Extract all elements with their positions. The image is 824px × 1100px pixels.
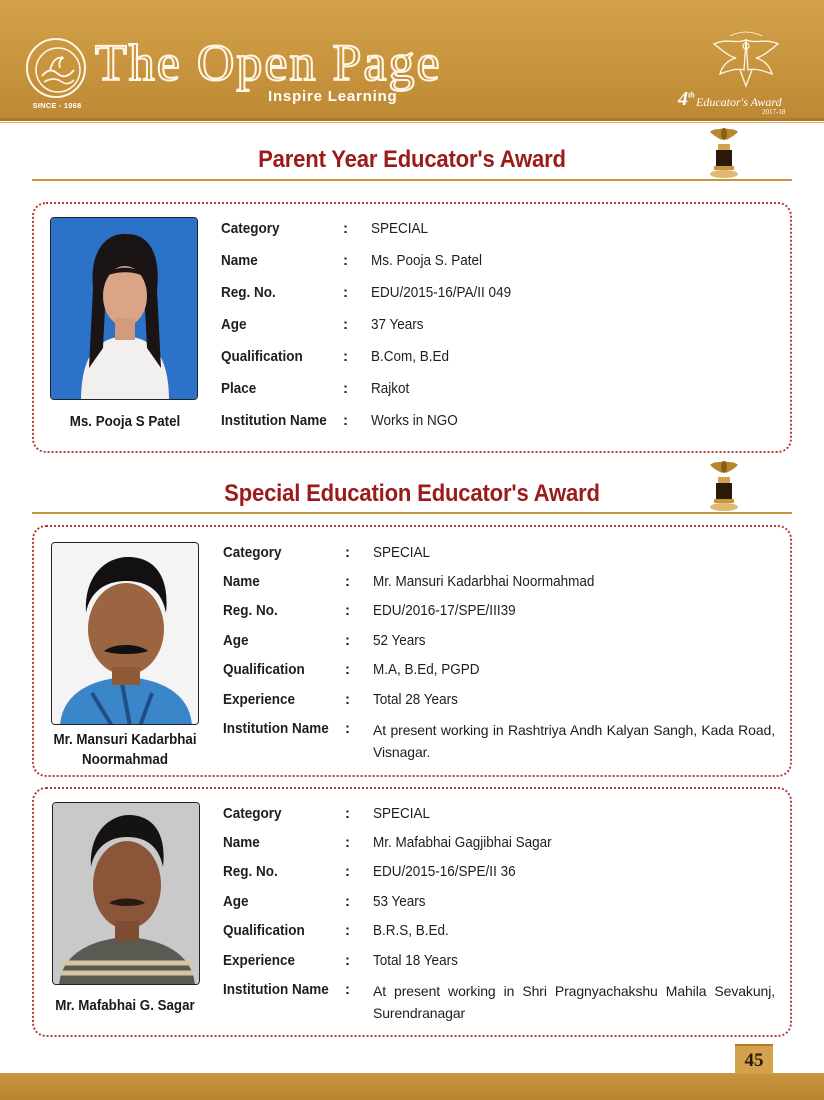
photo-caption: Mr. Mafabhai G. Sagar <box>55 998 195 1014</box>
section-divider <box>32 512 792 514</box>
avatar <box>52 802 200 985</box>
award-edition-year: 2017-18 <box>762 108 786 116</box>
avatar <box>50 217 198 400</box>
award-edition-number: 4th <box>678 88 695 110</box>
avatar <box>51 542 199 725</box>
header-divider <box>0 118 824 121</box>
section-title-parent-award: Parent Year Educator's Award <box>258 146 566 173</box>
swan-logo-icon <box>26 38 86 98</box>
page-footer <box>0 1073 824 1100</box>
header-divider-thin <box>0 122 824 123</box>
section-divider <box>32 179 792 181</box>
eagle-trophy-icon <box>704 457 744 513</box>
photo-caption-line: Mr. Mansuri Kadarbhai <box>53 732 197 748</box>
page-number: 45 <box>735 1044 773 1074</box>
photo-caption: Ms. Pooja S Patel <box>69 414 181 430</box>
brand-title: The Open Page <box>95 35 442 92</box>
eagle-trophy-icon <box>704 124 744 180</box>
eagle-emblem-icon <box>706 30 786 92</box>
since-label: SINCE - 1968 <box>32 101 82 110</box>
brand-tagline: Inspire Learning <box>268 88 398 105</box>
section-title-special-education-award: Special Education Educator's Award <box>224 480 600 507</box>
photo-caption-line: Noormahmad <box>82 752 168 768</box>
photo-caption <box>47 730 203 770</box>
award-edition-text: Educator's Award <box>696 95 782 109</box>
